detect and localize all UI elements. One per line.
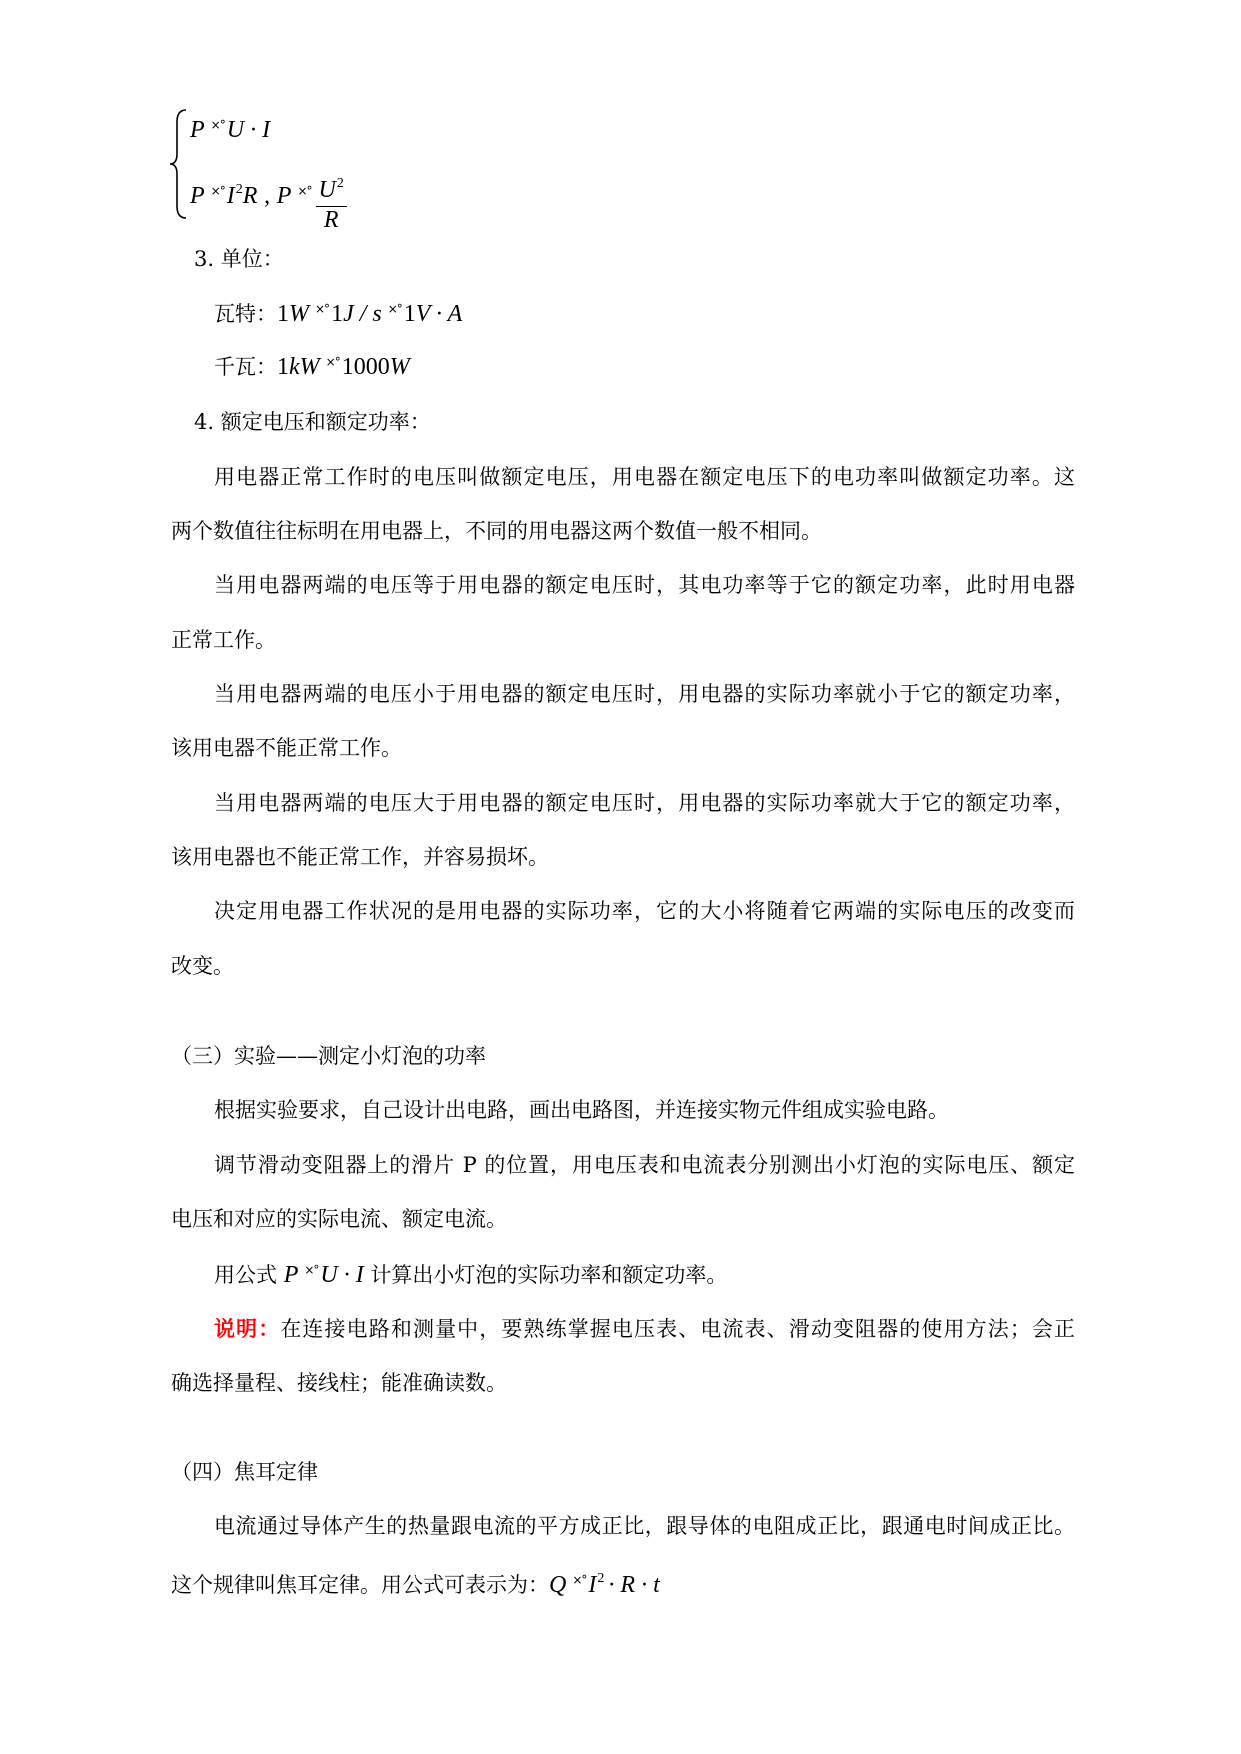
- joule-heading: （四）焦耳定律: [171, 1460, 318, 1484]
- formula-var: P: [190, 183, 205, 209]
- number: 1: [277, 354, 289, 380]
- text: 计算出小灯泡的实际功率和额定功率。: [363, 1263, 728, 1287]
- number: 1000: [341, 354, 390, 380]
- paragraph-line: 电压和对应的实际电流、额定电流。: [171, 1207, 507, 1231]
- paragraph-line: 根据实验要求，自己设计出电路，画出电路图，并连接实物元件组成实验电路。: [214, 1098, 949, 1122]
- equals-glyph: ×°: [325, 355, 340, 369]
- separator: ,: [264, 183, 271, 209]
- paragraph-line: 用电器正常工作时的电压叫做额定电压，用电器在额定电压下的电功率叫做额定功率。这: [214, 465, 1075, 489]
- equals-glyph: ×°: [304, 1263, 319, 1277]
- paragraph-line: 改变。: [171, 954, 234, 978]
- paragraph-line: 该用电器也不能正常工作，并容易损坏。: [171, 845, 549, 869]
- fraction: [316, 178, 347, 233]
- formula-var: I: [588, 1572, 597, 1598]
- equals-glyph: ×°: [210, 184, 225, 198]
- equals-glyph: ×°: [387, 302, 402, 316]
- equals-glyph: ×°: [210, 118, 225, 132]
- paragraph-line: 该用电器不能正常工作。: [171, 736, 402, 760]
- formula-rhs: U · I: [226, 117, 271, 143]
- unit: V · A: [415, 301, 463, 327]
- paragraph-line: 电流通过导体产生的热量跟电流的平方成正比，跟导体的电阻成正比，跟通电时间成正比。: [214, 1514, 1075, 1538]
- fraction-denominator: R: [323, 207, 339, 233]
- paragraph-line: 当用电器两端的电压等于用电器的额定电压时，其电功率等于它的额定功率，此时用电器: [214, 573, 1075, 597]
- formula-var: P: [283, 1262, 299, 1288]
- paragraph-line: 当用电器两端的电压大于用电器的额定电压时，用电器的实际功率就大于它的额定功率，: [214, 791, 1075, 815]
- number: 1: [403, 301, 416, 327]
- paragraph-line: 调节滑动变阻器上的滑片 P 的位置，用电压表和电流表分别测出小灯泡的实际电压、额定: [214, 1153, 1075, 1177]
- rated-heading: 4. 额定电压和额定功率：: [194, 410, 431, 434]
- joule-formula-line: [171, 1571, 660, 1599]
- number: 1: [277, 301, 289, 327]
- watt-line: [214, 300, 462, 328]
- note-text: 在连接电路和测量中，要熟练掌握电压表、电流表、滑动变阻器的使用方法；会正: [280, 1317, 1076, 1341]
- formula-rhs: U · I: [320, 1262, 364, 1288]
- paragraph-line: 两个数值往往标明在用电器上，不同的用电器这两个数值一般不相同。: [171, 519, 822, 543]
- text: 这个规律叫焦耳定律。用公式可表示为：: [171, 1573, 549, 1597]
- formula-var: P: [276, 183, 292, 209]
- unit: W: [389, 354, 410, 380]
- fraction-numerator: U: [318, 177, 336, 203]
- paragraph-line: 决定用电器工作状况的是用电器的实际功率，它的大小将随着它两端的实际电压的改变而: [214, 899, 1075, 923]
- kilowatt-label: 千瓦：: [214, 355, 277, 379]
- equals-glyph: ×°: [297, 184, 312, 198]
- power-formula-line-1: [190, 116, 270, 144]
- formula-var: I: [226, 183, 235, 209]
- note-label: 说明：: [214, 1316, 281, 1341]
- formula-var: Q: [549, 1572, 567, 1598]
- formula-usage-line: [214, 1261, 727, 1289]
- note-line: [214, 1315, 1075, 1343]
- equals-glyph: ×°: [572, 1573, 587, 1587]
- kilowatt-line: [214, 353, 410, 381]
- units-heading: 3. 单位：: [194, 247, 284, 271]
- unit: J / s: [343, 301, 382, 327]
- left-brace: [168, 108, 188, 220]
- paragraph-line: 当用电器两端的电压小于用电器的额定电压时，用电器的实际功率就小于它的额定功率，: [214, 682, 1075, 706]
- equals-glyph: ×°: [315, 302, 330, 316]
- experiment-heading: （三）实验——测定小灯泡的功率: [171, 1044, 486, 1068]
- exponent: 2: [597, 1571, 605, 1586]
- formula-rhs: · R · t: [608, 1572, 660, 1598]
- note-line: 确选择量程、接线柱；能准确读数。: [171, 1371, 507, 1395]
- number: 1: [331, 301, 344, 327]
- text: 用公式: [214, 1263, 284, 1287]
- power-formula-line-2: [190, 170, 347, 233]
- watt-label: 瓦特：: [214, 302, 277, 326]
- exponent: 2: [336, 176, 344, 191]
- paragraph-line: 正常工作。: [171, 628, 276, 652]
- unit: kW: [289, 354, 320, 380]
- formula-var: R: [242, 183, 258, 209]
- formula-var: P: [190, 117, 205, 143]
- exponent: 2: [235, 182, 243, 197]
- unit: W: [289, 301, 309, 327]
